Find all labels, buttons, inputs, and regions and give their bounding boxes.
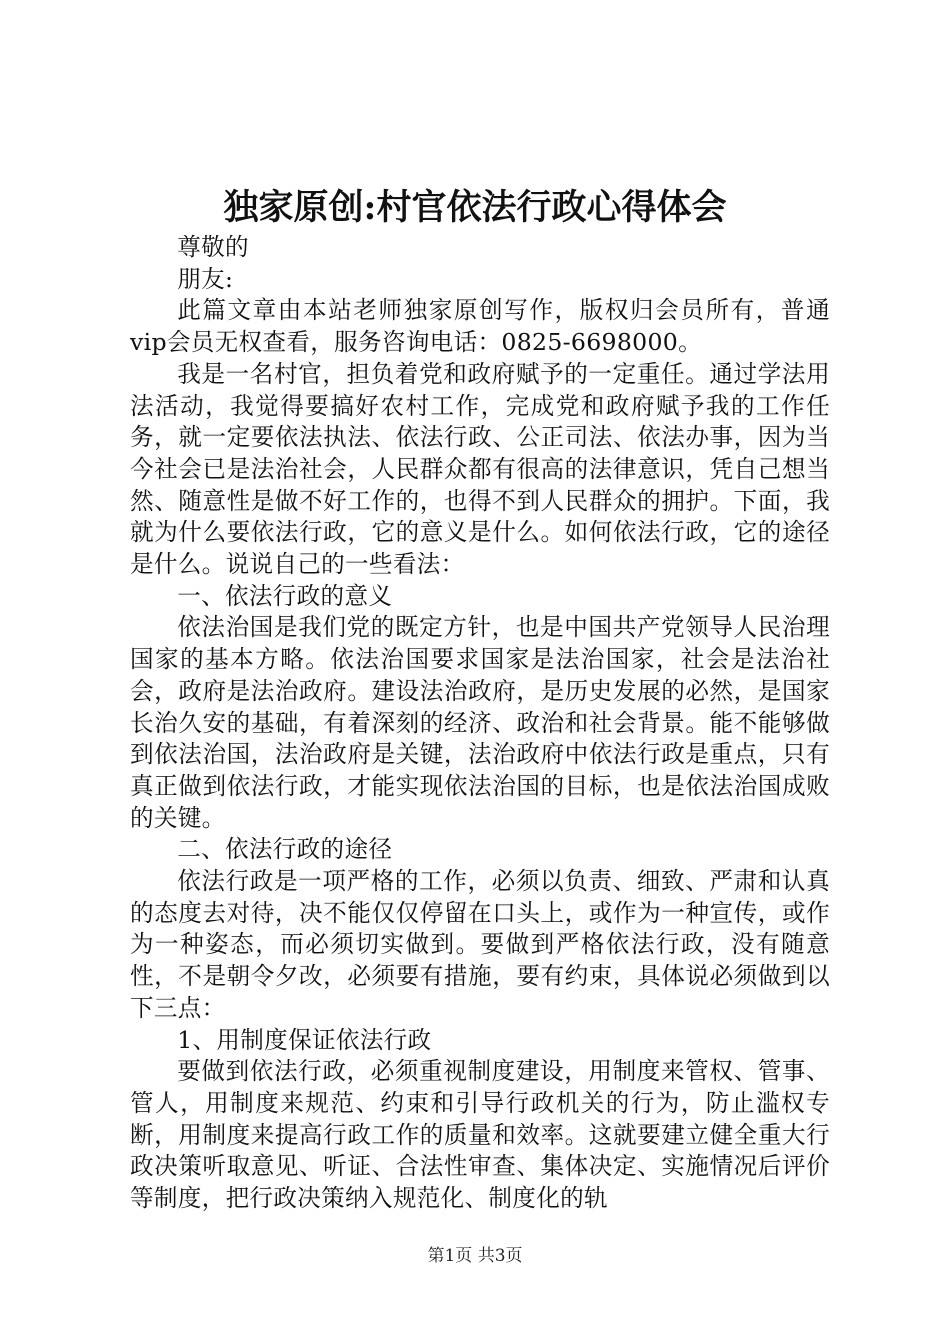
subsection-1-paragraph: 要做到依法行政，必须重视制度建设，用制度来管权、管事、管人，用制度来规范、约束和引导行政机关的行为，防止滥权专断，用制度来提高行政工作的质量和效率。这就要建立健全重大行政决策听取意见、听证、合法性审查、集体决定、实施情况后评价等制度，把行政决策纳入规范化、制度化的轨 (130, 1057, 830, 1213)
subsection-heading-1: 1、用制度保证依法行政 (177, 1025, 432, 1054)
document-body (130, 232, 830, 1215)
section-1-paragraph: 依法治国是我们党的既定方针，也是中国共产党领导人民治理国家的基本方略。依法治国要求国家是法治国家，社会是法治社会，政府是法治政府。建设法治政府，是历史发展的必然，是国家长治久安的基础，有着深刻的经济、政治和社会背景。能不能够做到依法治国，法治政府是关键，法治政府中依法行政是重点，只有真正做到依法行政，才能实现依法治国的目标，也是依法治国成败的关键。 (130, 613, 830, 832)
copyright-notice: 此篇文章由本站老师独家原创写作，版权归会员所有，普通vip会员无权查看，服务咨询电话：0825-6698000。 (130, 296, 830, 357)
page-footer: 第1页 共3页 (427, 1246, 523, 1266)
section-2-paragraph: 依法行政是一项严格的工作，必须以负责、细致、严肃和认真的态度去对待，决不能仅仅停留在口头上，或作为一种宣传，或作为一种姿态，而必须切实做到。要做到严格依法行政，没有随意性，不是朝令夕改，必须要有措施，要有约束，具体说必须做到以下三点： (130, 867, 830, 1022)
section-heading-2: 二、依法行政的途径 (177, 835, 393, 864)
document-title: 独家原创:村官依法行政心得体会 (223, 187, 727, 228)
intro-paragraph: 我是一名村官，担负着党和政府赋予的一定重任。通过学法用法活动，我觉得要搞好农村工作，完成党和政府赋予我的工作任务，就一定要依法执法、依法行政、公正司法、依法办事，因为当今社会已是法治社会，人民群众都有很高的法律意识，凭自己想当然、随意性是做不好工作的，也得不到人民群众的拥护。下面，我就为什么要依法行政，它的意义是什么。如何依法行政，它的途径是什么。说说自己的一些看法： (130, 359, 830, 579)
section-heading-1: 一、依法行政的意义 (177, 581, 393, 610)
salutation-line-1: 尊敬的 (177, 233, 249, 261)
salutation-line-2: 朋友: (177, 264, 234, 293)
